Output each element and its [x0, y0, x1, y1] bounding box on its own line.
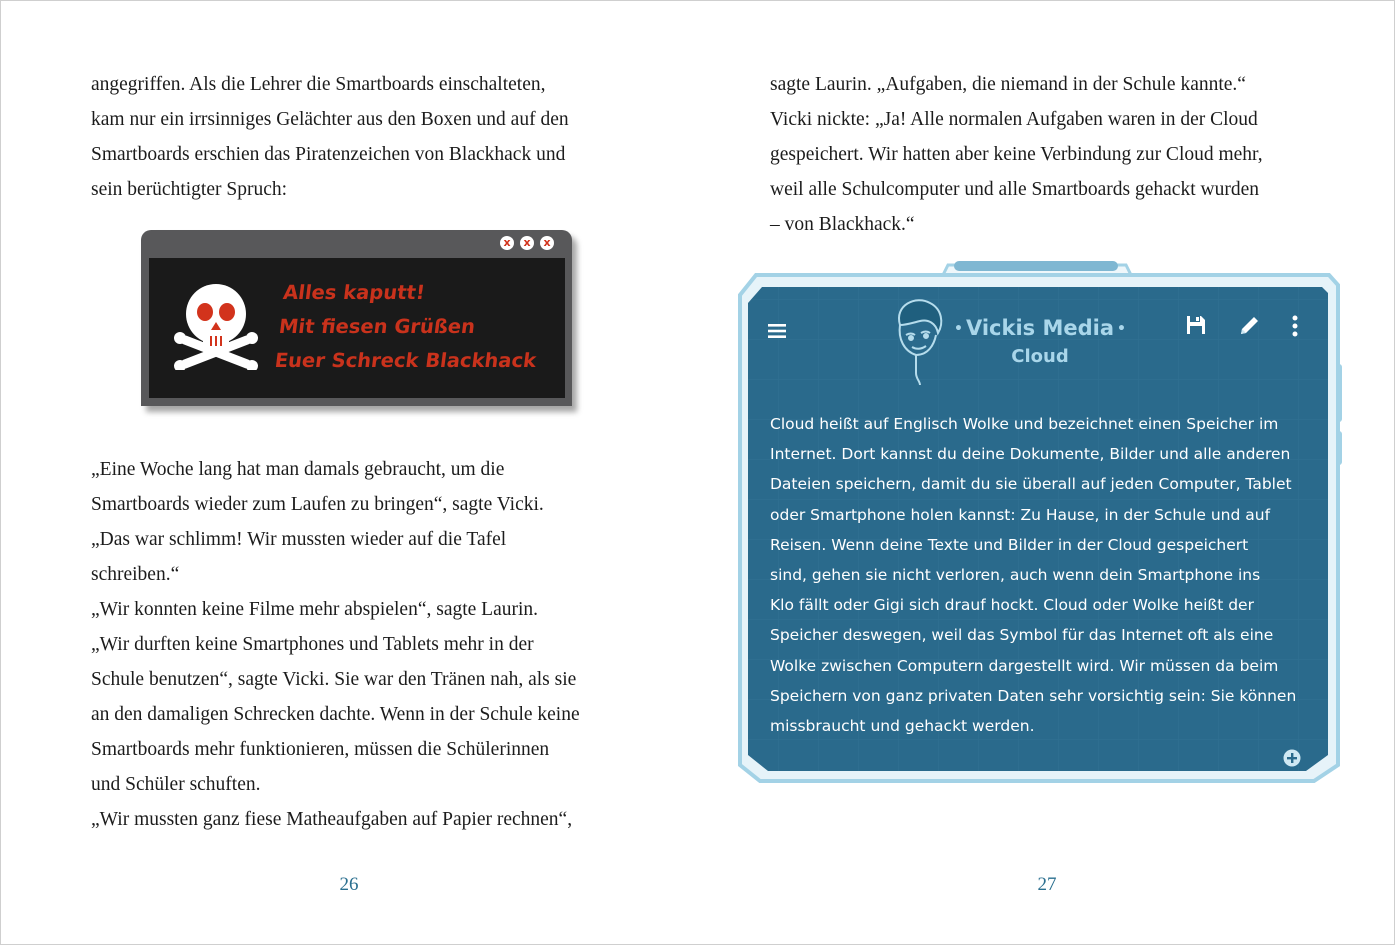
- card-text-line: Cloud heißt auf Englisch Wolke und bezeichnet einen Speicher im: [770, 415, 1279, 433]
- left-page: [1, 1, 698, 946]
- text-line: gespeichert. Wir hatten aber keine Verbindung zur Cloud mehr,: [770, 144, 1263, 165]
- text-line: Smartboards wieder zum Laufen zu bringen“, sagte Vicki.: [91, 494, 544, 515]
- skull-crossbones-icon: [171, 280, 261, 370]
- text-line: „Das war schlimm! Wir mussten wieder auf die Tafel: [91, 529, 507, 550]
- text-line: „Wir mussten ganz fiese Matheaufgaben auf Papier rechnen“,: [91, 809, 573, 830]
- card-text-line: sind, gehen sie nicht verloren, auch wenn dein Smartphone ins: [770, 566, 1261, 585]
- text-line: Vicki nickte: „Ja! Alle normalen Aufgaben waren in der Cloud: [770, 109, 1258, 130]
- text-line: „Eine Woche lang hat man damals gebraucht, um die: [91, 459, 505, 480]
- hack-message-line: Alles kaputt!: [281, 281, 427, 304]
- vickis-media-card: [738, 259, 1347, 789]
- card-text-line: Speicher deswegen, weil das Symbol für das Internet oft als eine: [770, 626, 1274, 645]
- card-text-line: Wolke zwischen Computern dargestellt wird. Wir müssen da beim: [770, 656, 1279, 675]
- hacked-screen: [149, 258, 565, 398]
- card-body-text: [770, 409, 1330, 741]
- card-text-line: Reisen. Wenn deine Texte und Bilder in der Cloud gespeichert: [770, 535, 1249, 554]
- text-line: sein berüchtigter Spruch:: [91, 179, 288, 200]
- more-vertical-icon[interactable]: [1291, 315, 1299, 337]
- text-line: – von Blackhack.“: [770, 214, 915, 235]
- card-title: • Vickis Media •: [954, 316, 1126, 340]
- text-line: weil alle Schulcomputer und alle Smartboards gehackt wurden: [770, 179, 1259, 200]
- text-line: Smartboards erschien das Piratenzeichen von Blackhack und: [91, 144, 566, 165]
- card-header: [938, 314, 1142, 371]
- card-text-line: oder Smartphone holen kannst: Zu Hause, in der Schule und auf: [770, 505, 1271, 524]
- card-title-text: Vickis Media: [965, 316, 1115, 340]
- close-x-icon: x: [500, 236, 514, 250]
- close-x-icon: x: [540, 236, 554, 250]
- right-top-paragraph: [770, 67, 1330, 242]
- hack-message-line: Mit fiesen Grüßen: [277, 315, 477, 338]
- left-top-paragraph: [91, 67, 631, 207]
- close-x-icon: x: [520, 236, 534, 250]
- text-line: Schule benutzen“, sagte Vicki. Sie war den Tränen nah, als sie: [91, 669, 577, 690]
- hack-message: [273, 276, 547, 378]
- plus-circle-icon[interactable]: [1283, 749, 1301, 767]
- card-subtitle: Cloud: [1011, 346, 1069, 367]
- pencil-icon[interactable]: [1238, 315, 1260, 337]
- text-line: „Wir konnten keine Filme mehr abspielen“, sagte Laurin.: [91, 599, 539, 620]
- left-bottom-paragraph: [91, 452, 631, 837]
- card-text-line: Internet. Dort kannst du deine Dokumente, Bilder und alle anderen: [770, 445, 1291, 464]
- text-line: und Schüler schuften.: [91, 774, 261, 795]
- card-text-line: Klo fällt oder Gigi sich drauf hockt. Cloud oder Wolke heißt der: [770, 596, 1254, 615]
- card-text-line: Speichern von ganz privaten Daten sehr vorsichtig sein: Sie können: [770, 686, 1297, 705]
- vicki-avatar: [884, 295, 946, 387]
- card-text-line: Dateien speichern, damit du sie überall auf jeden Computer, Tablet: [770, 475, 1292, 494]
- page-number: 26: [339, 874, 359, 895]
- hacked-screen-illustration: [141, 230, 572, 406]
- text-line: Smartboards mehr funktionieren, müssen die Schülerinnen: [91, 739, 550, 760]
- text-line: sagte Laurin. „Aufgaben, die niemand in der Schule kannte.“: [770, 74, 1246, 95]
- text-line: schreiben.“: [91, 564, 180, 585]
- text-line: an den damaligen Schrecken dachte. Wenn in der Schule keine: [91, 704, 580, 725]
- window-controls: [500, 236, 554, 250]
- text-line: „Wir durften keine Smartphones und Tablets mehr in der: [91, 634, 534, 655]
- text-line: kam nur ein irrsinniges Gelächter aus den Boxen und auf den: [91, 109, 569, 130]
- hack-message-line: Euer Schreck Blackhack: [273, 349, 538, 372]
- menu-icon[interactable]: [768, 323, 786, 339]
- page-number: 27: [1037, 874, 1057, 895]
- save-icon[interactable]: [1186, 315, 1206, 335]
- text-line: angegriffen. Als die Lehrer die Smartboards einschalteten,: [91, 74, 546, 95]
- card-text-line: missbraucht und gehackt werden.: [770, 717, 1035, 736]
